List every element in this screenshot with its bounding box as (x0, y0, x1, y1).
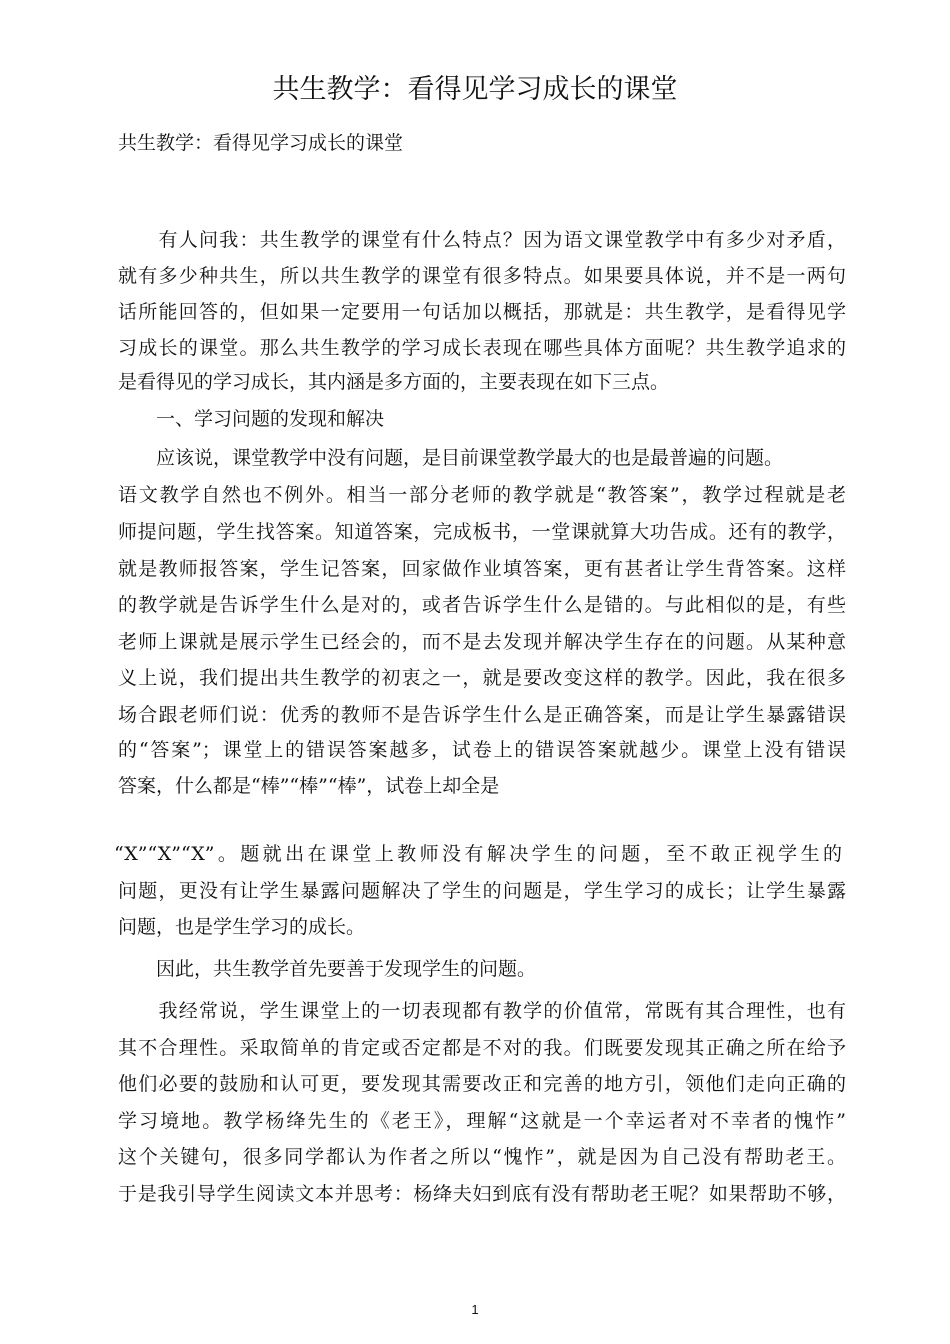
body-line: 场合跟老师们说：优秀的教师不是告诉学生什么是正确答案，而是让学生暴露错误 (118, 704, 846, 726)
body-line: 一、学习问题的发现和解决 (118, 408, 385, 430)
body-line: 就是教师报答案，学生记答案，回家做作业填答案，更有甚者让学生背答案。这样 (118, 558, 846, 580)
body-line: 老师上课就是展示学生已经会的，而不是去发现并解决学生存在的问题。从某种意 (118, 631, 846, 653)
body-line: 因此，共生教学首先要善于发现学生的问题。 (118, 958, 537, 980)
body-line: 其不合理性。采取简单的肯定或否定都是不对的我。们既要发现其正确之所在给予 (118, 1037, 846, 1059)
body-line: 应该说，课堂教学中没有问题，是目前课堂教学最大的也是最普遍的问题。 (118, 447, 784, 469)
body-line: 答案，什么都是“棒”“棒”“棒”，试卷上却全是 (118, 775, 500, 797)
body-line: 这个关键句，很多同学都认为作者之所以“愧怍”，就是因为自己没有帮助老王。 (118, 1146, 846, 1168)
body-line: 他们必要的鼓励和认可更，要发现其需要改正和完善的地方引，领他们走向正确的 (118, 1073, 846, 1095)
body-line: 义上说，我们提出共生教学的初衷之一，就是要改变这样的教学。因此，我在很多 (118, 667, 846, 689)
body-line: “X”“X”“X”。题就出在课堂上教师没有解决学生的问题，至不敢正视学生的 (114, 843, 842, 865)
body-line: 的教学就是告诉学生什么是对的，或者告诉学生什么是错的。与此相似的是，有些 (118, 594, 846, 616)
body-line: 于是我引导学生阅读文本并思考：杨绛夫妇到底有没有帮助老王呢？如果帮助不够， (118, 1183, 846, 1205)
document-title: 共生教学：看得见学习成长的课堂 (272, 74, 678, 105)
body-line: 习成长的课堂。那么共生教学的学习成长表现在哪些具体方面呢？共生教学追求的 (118, 337, 846, 359)
body-line: 问题，也是学生学习的成长。 (118, 916, 366, 938)
body-line: 语文教学自然也不例外。相当一部分老师的教学就是“教答案”，教学过程就是老 (118, 484, 846, 506)
body-line: 的“答案”；课堂上的错误答案越多，试卷上的错误答案就越少。课堂上没有错误 (118, 739, 846, 761)
body-line: 是看得见的学习成长，其内涵是多方面的，主要表现在如下三点。 (118, 371, 670, 393)
page-number: 1 (471, 1302, 479, 1317)
document-subtitle: 共生教学：看得见学习成长的课堂 (118, 132, 404, 154)
body-line: 我经常说，学生课堂上的一切表现都有教学的价值常，常既有其合理性，也有 (118, 1000, 846, 1022)
body-line: 就有多少种共生，所以共生教学的课堂有很多特点。如果要具体说，并不是一两句 (118, 265, 846, 287)
body-line: 师提问题，学生找答案。知道答案，完成板书，一堂课就算大功告成。还有的教学， (118, 521, 846, 543)
body-line: 问题，更没有让学生暴露问题解决了学生的问题是，学生学习的成长；让学生暴露 (118, 880, 846, 902)
body-line: 有人问我：共生教学的课堂有什么特点？因为语文课堂教学中有多少对矛盾， (118, 229, 846, 251)
body-line: 学习境地。教学杨绛先生的《老王》，理解“这就是一个幸运者对不幸者的愧怍” (118, 1110, 846, 1132)
body-line: 话所能回答的，但如果一定要用一句话加以概括，那就是：共生教学，是看得见学 (118, 301, 846, 323)
